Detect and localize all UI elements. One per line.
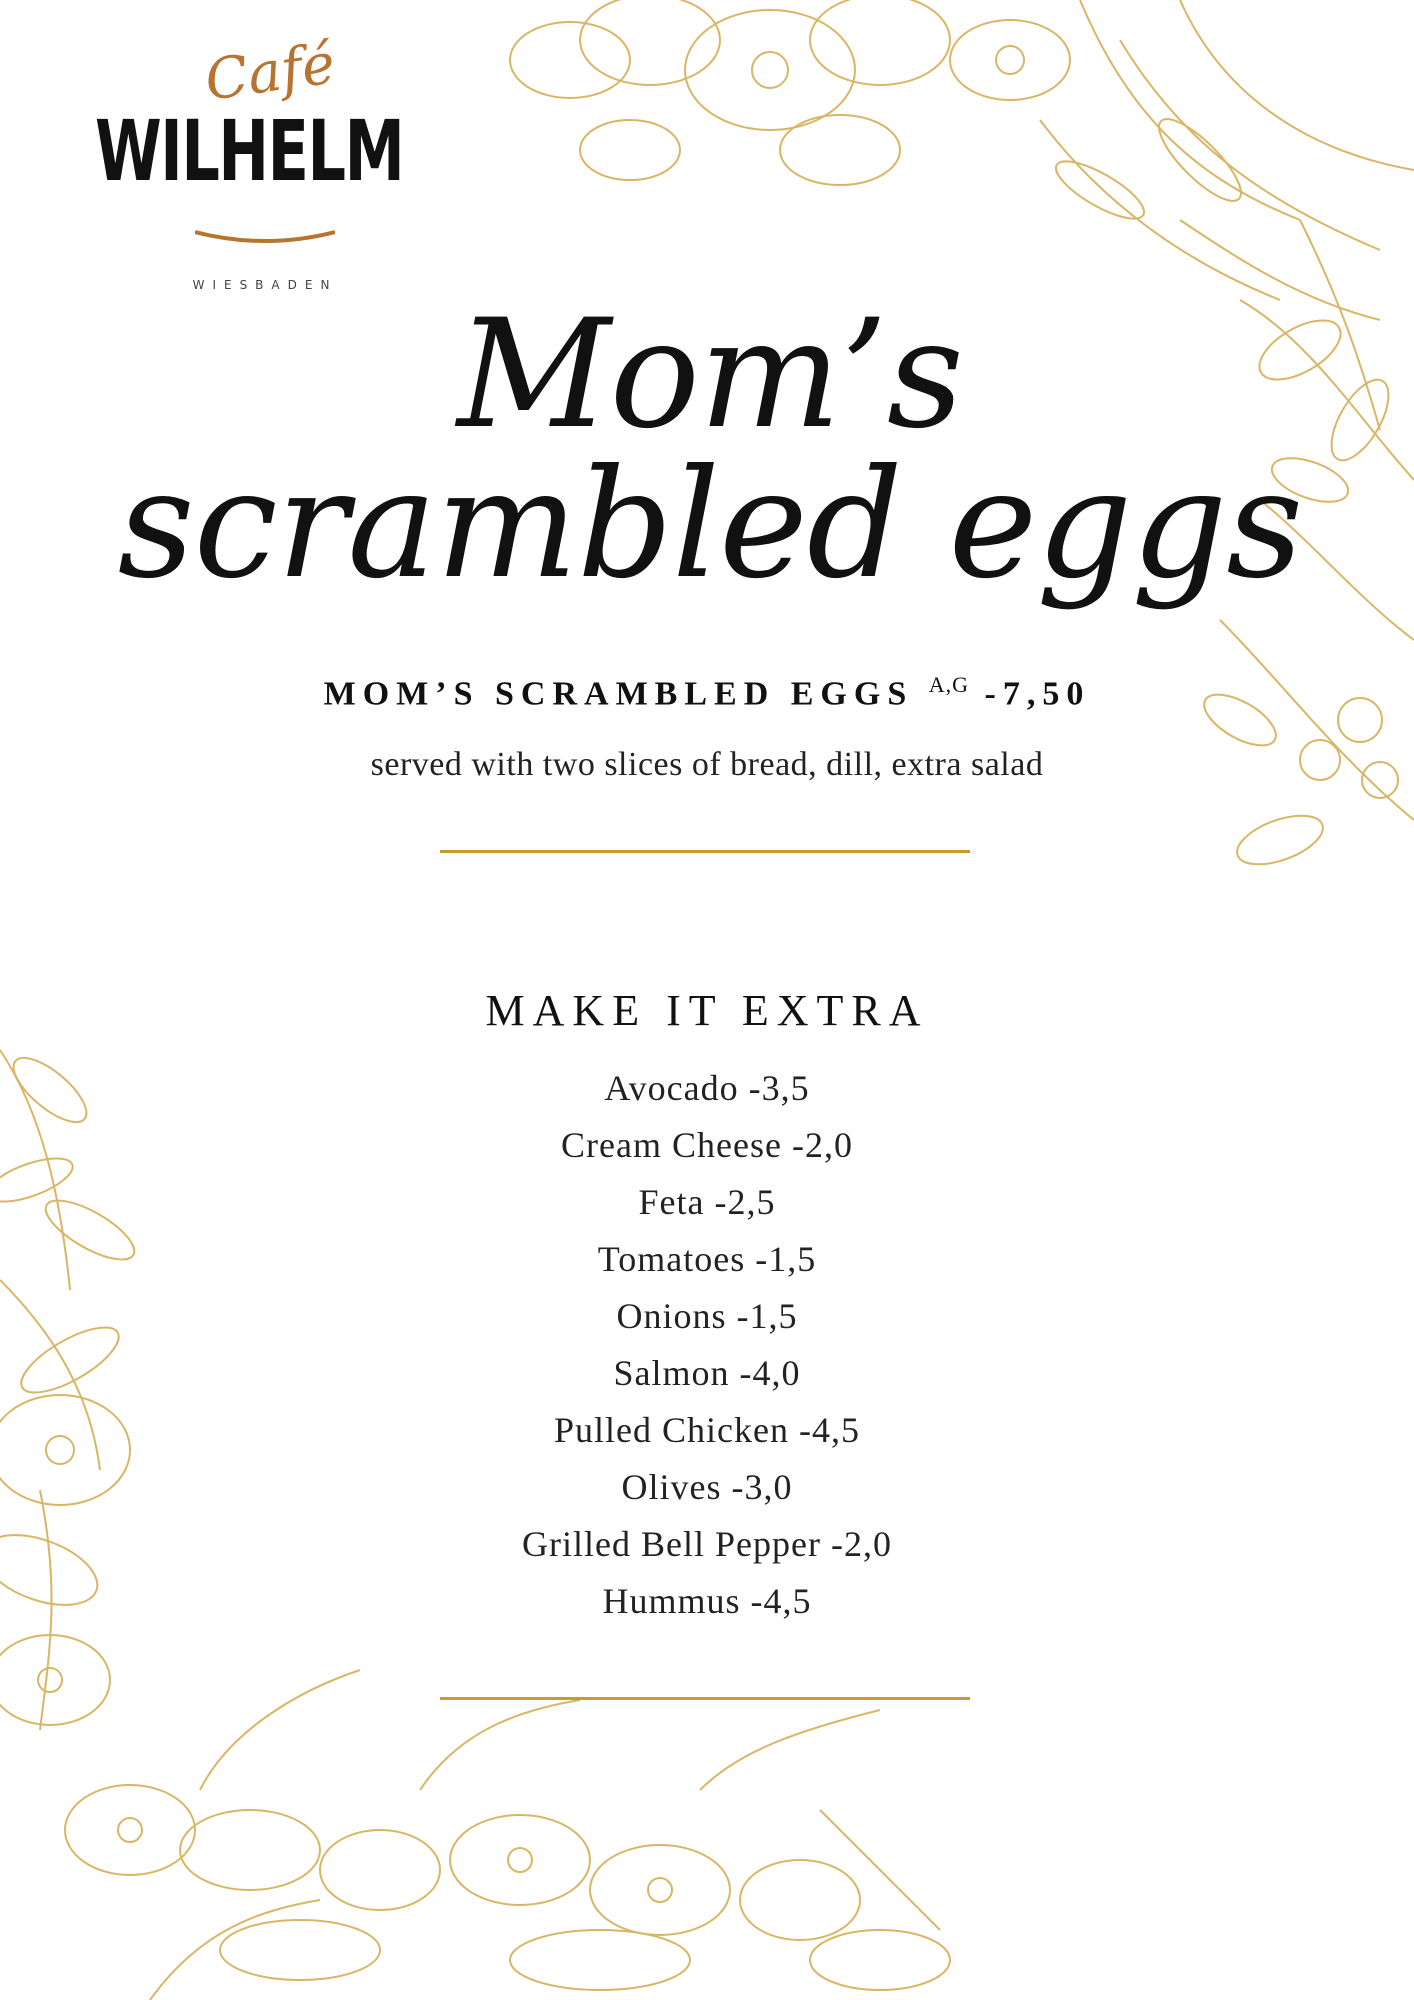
cafe-wilhelm-logo [95, 31, 435, 292]
logo-city: WIESBADEN [192, 278, 338, 292]
dish-description: served with two slices of bread, dill, extra salad [370, 746, 1044, 783]
extras-item: Hummus -4,5 [602, 1581, 812, 1621]
extras-item: Pulled Chicken -4,5 [554, 1410, 860, 1450]
dish-name: MOM’S SCRAMBLED EGGS [323, 675, 914, 713]
logo-brand-name: WILHELM [95, 102, 404, 200]
page-title: Mom’s scrambled eggs [117, 288, 1303, 612]
dish-allergens: A,G [928, 672, 970, 697]
extras-list [200, 1060, 1214, 1630]
extras-item: Cream Cheese -2,0 [561, 1125, 853, 1165]
extras-item: Onions -1,5 [616, 1296, 798, 1336]
divider-bottom [440, 1697, 970, 1700]
extras-item: Salmon -4,0 [613, 1353, 801, 1393]
extras-item: Avocado -3,5 [604, 1068, 810, 1108]
extras-heading: MAKE IT EXTRA [485, 986, 929, 1035]
divider-top [440, 850, 970, 853]
extras-item: Tomatoes -1,5 [597, 1239, 817, 1279]
extras-item: Grilled Bell Pepper -2,0 [522, 1524, 892, 1564]
extras-item: Feta -2,5 [638, 1182, 776, 1222]
dish-line [200, 672, 1214, 713]
logo-swoosh-icon [195, 228, 335, 248]
dish-price: -7,50 [984, 675, 1091, 713]
logo-script-text: Café [201, 31, 339, 114]
extras-item: Olives -3,0 [621, 1467, 793, 1507]
